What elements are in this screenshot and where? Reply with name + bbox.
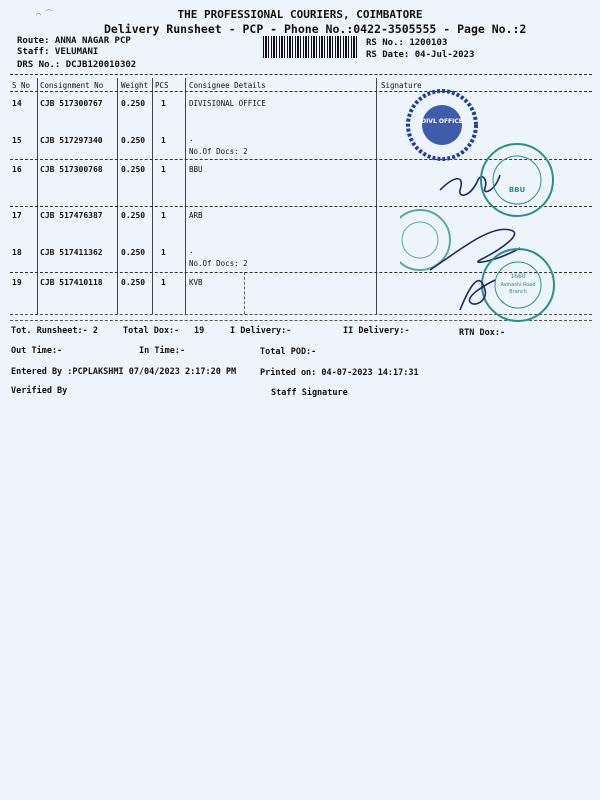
col-signature: Signature [381,81,422,90]
route: Route: ANNA NAGAR PCP [17,36,131,46]
row-details: DIVISIONAL OFFICE [189,99,266,108]
row-pcs: 1 [161,99,166,108]
rs-number: RS No.: 1200103 [366,38,448,48]
row-details: BBU [189,165,203,174]
row-sno: 15 [12,136,22,145]
rs-date: RS Date: 04-Jul-2023 [366,50,475,60]
total-dox-label: Total Dox:- [123,326,180,336]
stamp4-inner-2: Avinashi Road [500,282,536,288]
column-line [117,78,118,314]
row-weight: 0.250 [121,211,146,220]
row-pcs: 1 [161,136,166,145]
stamp2-inner-text: BBU [508,186,526,194]
row-weight: 0.250 [121,278,146,287]
stamp1-inner-text: DIVL OFFICE [421,118,463,125]
col-pcs: PCS [155,81,169,90]
stamps-signatures [400,80,600,325]
row-weight: 0.250 [121,136,146,145]
col-consignee: Consignee Details [189,81,266,90]
row-details: . [189,246,194,255]
column-line [37,78,38,314]
column-line [152,78,153,314]
tot-runsheet: Tot. Runsheet:- 2 [11,326,98,336]
page-title: Delivery Runsheet - PCP - Phone No.:0422-3505555 - Page No.:2 [104,22,527,36]
col-weight: Weight [121,81,149,90]
col-sno: S No [12,81,31,90]
drs-number: DRS No.: DCJB120010302 [17,60,137,70]
barcode [263,36,358,58]
corner-marks: ⌒ ⁀ [36,10,53,19]
row-consignment: CJB 517476387 [40,211,103,220]
signature-19 [460,280,495,310]
row-consignment: CJB 517411362 [40,248,103,257]
column-line [185,78,186,314]
total-dox-value: 19 [194,326,205,336]
row-note: No.Of Docs: 2 [189,147,248,156]
signature-17 [430,229,520,270]
row-consignment: CJB 517300767 [40,99,103,108]
row-sno: 14 [12,99,22,108]
column-line [376,78,377,314]
row-pcs: 1 [161,165,166,174]
row-details: ARB [189,211,203,220]
row-weight: 0.250 [121,99,146,108]
row-sno: 16 [12,165,22,174]
row-details: KVB [189,278,203,287]
row-consignment: CJB 517297340 [40,136,103,145]
signature-16 [440,175,500,195]
verified-by: Verified By [11,386,68,396]
out-time: Out Time:- [11,346,63,356]
rtn-dox: RTN Dox:- [459,328,506,338]
printed-on: Printed on: 04-07-2023 14:17:31 [260,368,419,378]
ii-delivery: II Delivery:- [343,326,410,336]
row-weight: 0.250 [121,165,146,174]
column-line [244,272,245,314]
i-delivery: I Delivery:- [230,326,292,336]
row-pcs: 1 [161,278,166,287]
bank-stamp-bbu [481,144,553,216]
bank-stamp-kvb [482,249,554,321]
row-details: . [189,134,194,143]
divider [10,74,592,75]
stamp4-inner-1: 1660 [510,273,526,280]
staff-signature: Staff Signature [271,388,348,398]
bank-stamp-divisional [408,91,476,159]
stamp4-inner-3: Branch [509,289,527,295]
row-sno: 17 [12,211,22,220]
company-name: THE PROFESSIONAL COURIERS, COIMBATORE [177,8,423,21]
row-consignment: CJB 517300768 [40,165,103,174]
row-sno: 19 [12,278,22,287]
total-pod: Total POD:- [260,347,317,357]
col-consignment: Consignment No [40,81,104,90]
staff: Staff: VELUMANI [17,47,99,57]
row-weight: 0.250 [121,248,146,257]
row-consignment: CJB 517410118 [40,278,103,287]
row-note: No.Of Docs: 2 [189,259,248,268]
row-sno: 18 [12,248,22,257]
in-time: In Time:- [139,346,186,356]
row-pcs: 1 [161,211,166,220]
row-pcs: 1 [161,248,166,257]
entered-by: Entered By :PCPLAKSHMI 07/04/2023 2:17:20 PM [11,367,237,377]
